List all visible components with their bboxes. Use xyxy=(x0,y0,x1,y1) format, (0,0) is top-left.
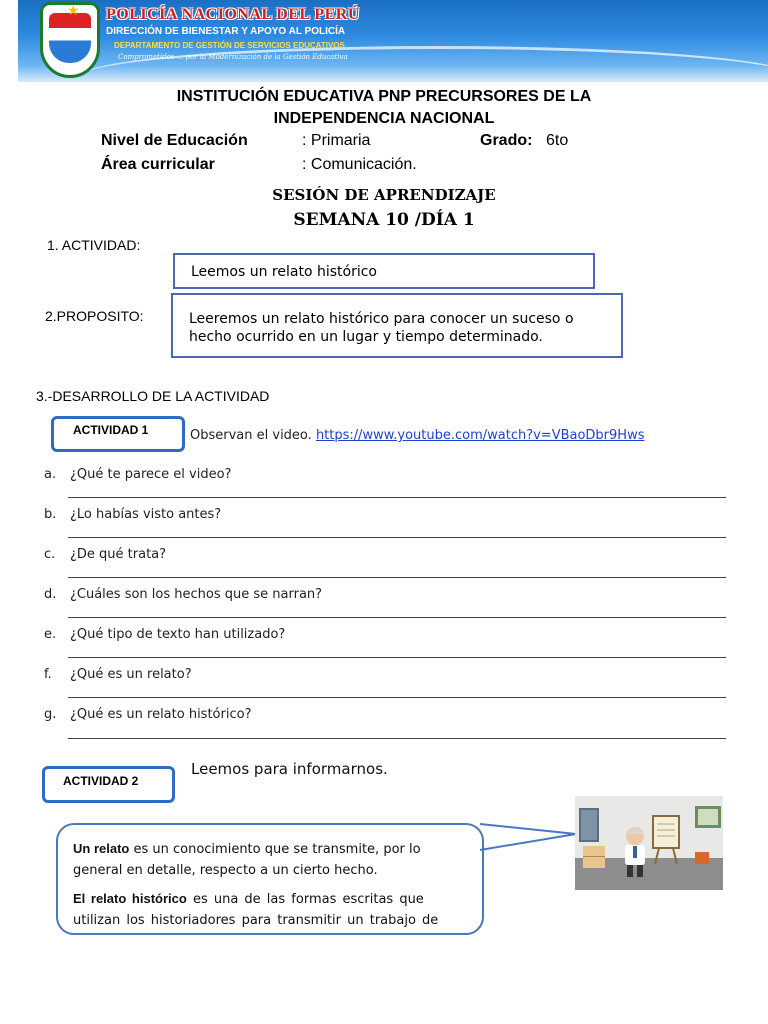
police-crest-logo xyxy=(40,2,100,78)
question-text: ¿Qué te parece el video? xyxy=(70,467,232,482)
banner-line2: DEPARTAMENTO DE GESTIÓN DE SERVICIOS EDUCATIVOS xyxy=(114,41,345,50)
answer-line-f[interactable] xyxy=(68,697,726,698)
actividad-box xyxy=(173,253,595,289)
relato-definition-2: general en detalle, respecto a un cierto hecho. xyxy=(73,863,378,878)
actividad2-text: Leemos para informarnos. xyxy=(191,760,388,778)
banner-wave-decoration xyxy=(78,46,768,82)
answer-line-e[interactable] xyxy=(68,657,726,658)
question-letter: g. xyxy=(44,707,57,722)
banner-title: POLICÍA NACIONAL DEL PERÚ xyxy=(106,6,360,23)
question-letter: f. xyxy=(44,667,52,682)
historian-illustration xyxy=(575,796,723,890)
nivel-label: Nivel de Educación xyxy=(101,132,248,149)
answer-line-c[interactable] xyxy=(68,577,726,578)
institution-line2: INDEPENDENCIA NACIONAL xyxy=(273,110,495,127)
actividad-text: Leemos un relato histórico xyxy=(191,264,377,280)
institution-title xyxy=(0,86,768,130)
crest-star-icon: ★ xyxy=(67,2,80,18)
question-c xyxy=(44,547,166,562)
question-text: ¿Qué tipo de texto han utilizado? xyxy=(70,627,286,642)
question-letter: d. xyxy=(44,587,57,602)
question-text: ¿Cuáles son los hechos que se narran? xyxy=(70,587,323,602)
answer-line-d[interactable] xyxy=(68,617,726,618)
question-a xyxy=(44,467,231,482)
actividad2-tag xyxy=(42,766,175,803)
proposito-line2: hecho ocurrido en un lugar y tiempo determinado. xyxy=(189,329,543,345)
actividad2-tag-label: ACTIVIDAD 2 xyxy=(63,774,139,788)
proposito-label: 2.PROPOSITO: xyxy=(45,308,144,324)
nivel-value: : Primaria xyxy=(302,132,371,149)
question-letter: c. xyxy=(44,547,56,562)
grado-value: 6to xyxy=(546,132,569,149)
answer-line-b[interactable] xyxy=(68,537,726,538)
question-text: ¿De qué trata? xyxy=(70,547,167,562)
proposito-box xyxy=(171,293,623,358)
institution-line1: INSTITUCIÓN EDUCATIVA PNP PRECURSORES DE LA xyxy=(176,88,592,105)
historian-scene-icon xyxy=(575,796,723,890)
desarrollo-heading: 3.-DESARROLLO DE LA ACTIVIDAD xyxy=(36,388,270,404)
question-letter: a. xyxy=(44,467,57,482)
area-label: Área curricular xyxy=(101,156,215,173)
actividad1-text: Observan el video. xyxy=(190,428,312,443)
question-g xyxy=(44,707,251,722)
callout-pointer xyxy=(480,820,580,860)
callout-paragraph-2 xyxy=(73,888,473,931)
relato-definition-1: es un conocimiento que se transmite, por lo xyxy=(129,842,421,857)
answer-line-g[interactable] xyxy=(68,738,726,739)
question-d xyxy=(44,587,322,602)
session-title: SESIÓN DE APRENDIZAJE xyxy=(272,186,496,204)
grado-label: Grado: xyxy=(480,132,533,149)
actividad1-tag-label: ACTIVIDAD 1 xyxy=(73,423,149,437)
banner-line3: Comprometidos ... por la Modernización de la Gestión Educativa xyxy=(118,53,348,61)
relato-historico-definition-2: utilizan los historiadores para transmitir un trabajo de xyxy=(73,913,439,928)
callout-paragraph-1 xyxy=(73,838,473,881)
question-text: ¿Qué es un relato? xyxy=(70,667,192,682)
relato-historico-definition-1: es una de las formas escritas que xyxy=(186,892,424,907)
crest-shield xyxy=(49,13,91,63)
relato-historico-term: El relato histórico xyxy=(73,891,187,906)
question-f xyxy=(44,667,192,682)
question-text: ¿Qué es un relato histórico? xyxy=(70,707,252,722)
banner-line1: DIRECCIÓN DE BIENESTAR Y APOYO AL POLICÍA xyxy=(106,26,346,37)
actividad-label: 1. ACTIVIDAD: xyxy=(47,237,141,253)
header-banner xyxy=(18,0,768,82)
question-e xyxy=(44,627,285,642)
area-value: : Comunicación. xyxy=(302,156,417,173)
question-b xyxy=(44,507,221,522)
question-letter: b. xyxy=(44,507,57,522)
question-letter: e. xyxy=(44,627,57,642)
actividad1-tag xyxy=(51,416,185,452)
question-text: ¿Lo habías visto antes? xyxy=(70,507,222,522)
video-link[interactable]: https://www.youtube.com/watch?v=VBaoDbr9Hws xyxy=(315,428,645,443)
actividad1-instruction xyxy=(190,428,644,443)
proposito-line1: Leeremos un relato histórico para conocer un suceso o xyxy=(189,311,574,327)
relato-term: Un relato xyxy=(73,841,130,856)
relato-callout xyxy=(56,823,484,935)
session-week: SEMANA 10 /DÍA 1 xyxy=(293,210,475,230)
answer-line-a[interactable] xyxy=(68,497,726,498)
